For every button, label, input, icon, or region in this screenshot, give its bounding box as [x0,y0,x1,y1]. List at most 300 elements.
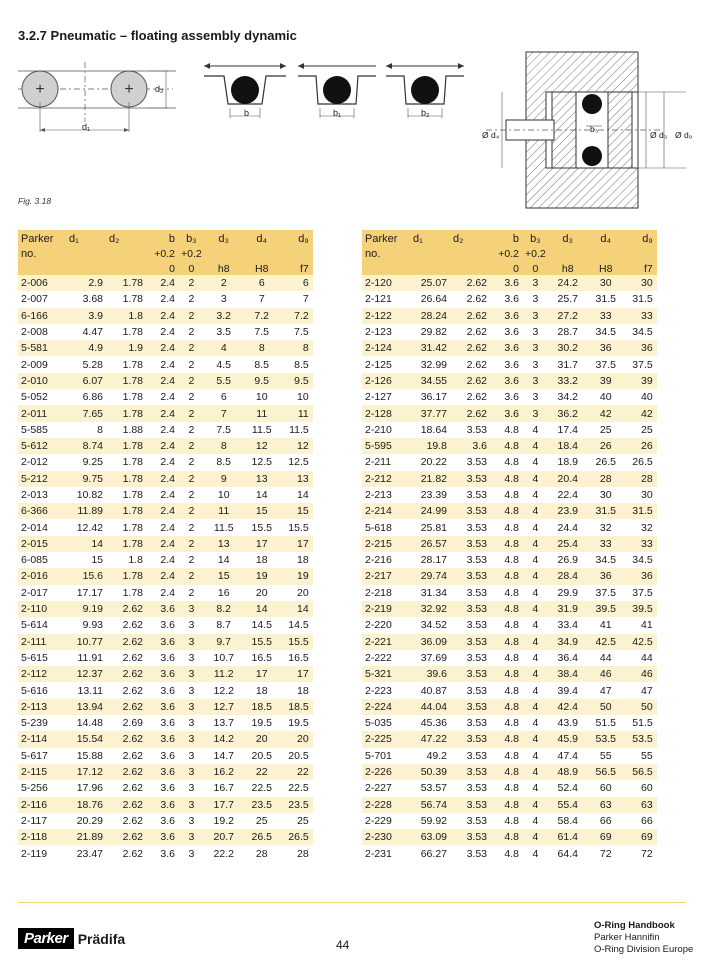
dimension-cell: 3.6 [146,634,178,650]
dimension-cell: 4.8 [490,634,522,650]
parker-no-cell: 5-618 [362,519,410,535]
dimension-cell: 2 [178,405,205,421]
dimension-cell: 3 [178,748,205,764]
dimension-cell: 33 [587,308,625,324]
dimension-cell: 39.5 [625,601,657,617]
dimension-cell: 26 [587,438,625,454]
parker-no-cell: 6-085 [18,552,66,568]
dimension-cell: 2.62 [106,845,146,861]
dimension-cell: 3.53 [450,764,490,780]
dimension-cell: 23.9 [549,503,587,519]
dimension-cell: 11.5 [243,422,281,438]
dimension-cell: 1.8 [106,308,146,324]
dimension-cell: 47 [587,682,625,698]
parker-no-cell: 2-122 [362,308,410,324]
dimension-cell: 17 [243,666,281,682]
dimension-cell: 3.6 [490,275,522,291]
table-row [18,715,313,731]
table-row [18,454,313,470]
dimension-cell: 20.5 [281,748,313,764]
parker-no-cell: 2-218 [362,585,410,601]
table-row [362,275,657,291]
dimension-cell: 14.5 [243,617,281,633]
dimension-cell: 43.9 [549,715,587,731]
parker-no-cell: 2-222 [362,650,410,666]
dimension-cell: 32 [625,519,657,535]
dimension-cell: 2.4 [146,340,178,356]
dimension-cell: 4 [522,422,549,438]
dimension-cell: 4 [522,715,549,731]
dimension-cell: 25.07 [410,275,450,291]
dimension-cell: 1.78 [106,585,146,601]
dimension-cell: 3.53 [450,536,490,552]
parker-no-cell: 2-125 [362,356,410,372]
dimension-cell: 12.37 [66,666,106,682]
dimension-cell: 2.62 [106,601,146,617]
parker-no-cell: 2-214 [362,503,410,519]
dimension-cell: 24.2 [549,275,587,291]
dimension-cell: 16.7 [205,780,243,796]
dimension-cell: 8.5 [281,356,313,372]
dimension-cell: 49.2 [410,748,450,764]
table-header-row [18,260,313,275]
dimension-cell: 37.5 [587,585,625,601]
dimension-cell: 1.78 [106,519,146,535]
parker-no-cell: 6-366 [18,503,66,519]
table-row [18,764,313,780]
dimension-cell: 4 [522,780,549,796]
b1-label: b₁ [333,108,342,118]
table-row [18,845,313,861]
dimension-cell: 42.5 [587,634,625,650]
dimension-cell: 3.6 [490,340,522,356]
d2-label: d₂ [155,84,164,94]
table-row [18,780,313,796]
parker-no-cell: 5-581 [18,340,66,356]
dimension-cell: 61.4 [549,829,587,845]
table-header-row [362,260,657,275]
dimension-cell: 36.17 [410,389,450,405]
parker-no-cell: 2-114 [18,731,66,747]
parker-no-cell: 2-221 [362,634,410,650]
dimension-cell: 1.78 [106,373,146,389]
dimension-cell: 1.78 [106,438,146,454]
dimension-cell: 28.24 [410,308,450,324]
dimension-cell: 4.8 [490,454,522,470]
dimension-cell: 2 [178,275,205,291]
dimension-cell: 2 [178,308,205,324]
table-row [362,340,657,356]
table-row [362,829,657,845]
dimension-cell: 20.7 [205,829,243,845]
dimension-cell: 44.04 [410,699,450,715]
dimension-cell: 17.7 [205,797,243,813]
parker-no-cell: 5-321 [362,666,410,682]
dimension-cell: 17 [281,666,313,682]
dimension-cell: 28.7 [549,324,587,340]
dimension-cell: 2 [178,454,205,470]
dimension-cell: 8.5 [205,454,243,470]
dimension-cell: 2 [178,324,205,340]
header-d1: d₁ [410,230,450,245]
table-row [18,617,313,633]
dimension-cell: 13 [243,471,281,487]
dimension-cell: 3.6 [146,699,178,715]
dimension-cell: 11.2 [205,666,243,682]
dimensions-table-right [362,230,657,862]
dimension-cell: 15.5 [281,634,313,650]
dimension-cell: 4 [522,617,549,633]
parker-no-cell: 2-119 [18,845,66,861]
dimension-cell: 6.86 [66,389,106,405]
dimension-cell: 2.4 [146,275,178,291]
table-row [362,568,657,584]
parker-no-cell: 2-017 [18,585,66,601]
dimension-cell: 26 [625,438,657,454]
dimension-cell: 30 [625,275,657,291]
parker-no-cell: 2-210 [362,422,410,438]
dimension-cell: 46 [587,666,625,682]
dimension-cell: 3 [178,634,205,650]
dimension-cell: 37.5 [625,585,657,601]
header-no: no. [18,245,66,260]
table-row [362,324,657,340]
dimension-cell: 39.5 [587,601,625,617]
dimension-cell: 2.62 [450,308,490,324]
dimension-cell: 44 [587,650,625,666]
dimension-cell: 2.62 [450,356,490,372]
dimension-cell: 3.53 [450,748,490,764]
header-d9-fit: f7 [281,260,313,275]
table-row [18,797,313,813]
dimension-cell: 14 [281,601,313,617]
dimension-cell: 25 [625,422,657,438]
table-row [362,438,657,454]
dimension-cell: 4.8 [490,699,522,715]
table-row [362,291,657,307]
dimension-cell: 8.2 [205,601,243,617]
dimension-cell: 20.29 [66,813,106,829]
dimension-cell: 4.8 [490,666,522,682]
dimension-cell: 2.62 [450,373,490,389]
dimension-cell: 33.4 [549,617,587,633]
dimension-cell: 14.5 [281,617,313,633]
dimension-cell: 39.6 [410,666,450,682]
table-row [18,536,313,552]
dimension-cell: 7.5 [281,324,313,340]
od3-label: Ø d₃ [650,130,668,140]
dimension-cell: 15.54 [66,731,106,747]
dimension-cell: 34.5 [625,324,657,340]
dimension-cell: 2 [178,340,205,356]
dimension-cell: 13 [205,536,243,552]
dimension-cell: 13.11 [66,682,106,698]
dimension-cell: 20.22 [410,454,450,470]
dimension-cell: 3.6 [490,324,522,340]
header-d3-fit: h8 [205,260,243,275]
parker-no-cell: 5-585 [18,422,66,438]
dimension-cell: 17 [281,536,313,552]
dimension-cell: 2.62 [106,829,146,845]
dimension-cell: 2.4 [146,291,178,307]
dimension-cell: 1.78 [106,324,146,340]
dimension-cell: 3 [522,291,549,307]
dimension-cell: 34.5 [625,552,657,568]
dimension-cell: 3.53 [450,422,490,438]
table-header-row [362,230,657,245]
dimension-cell: 3.53 [450,715,490,731]
dimension-cell: 8 [66,422,106,438]
dimension-cell: 4.8 [490,422,522,438]
header-d4: d₄ [243,230,281,245]
dimension-cell: 1.78 [106,291,146,307]
dimension-cell: 42.4 [549,699,587,715]
dimension-cell: 28 [243,845,281,861]
dimension-cell: 45.9 [549,731,587,747]
dimension-cell: 9.5 [243,373,281,389]
parker-no-cell: 2-006 [18,275,66,291]
dimension-cell: 3.6 [146,797,178,813]
dimension-cell: 12.5 [281,454,313,470]
dimension-cell: 40 [587,389,625,405]
dimension-cell: 31.5 [587,503,625,519]
dimension-cell: 4 [522,634,549,650]
dimension-cell: 38.4 [549,666,587,682]
dimension-cell: 3 [178,601,205,617]
parker-pradifa-logo [18,928,125,949]
table-row [18,650,313,666]
dimension-cell: 10.7 [205,650,243,666]
dimension-cell: 3.9 [66,308,106,324]
dimension-cell: 30 [587,275,625,291]
parker-no-cell: 2-229 [362,813,410,829]
dimension-cell: 14 [205,552,243,568]
dimension-cell: 11.5 [281,422,313,438]
dimension-cell: 26.57 [410,536,450,552]
dimension-cell: 3.2 [205,308,243,324]
header-b3: b₃ [178,230,205,245]
dimension-cell: 1.78 [106,405,146,421]
parker-no-cell: 5-239 [18,715,66,731]
dimension-cell: 3.6 [146,666,178,682]
parker-no-cell: 2-110 [18,601,66,617]
dimension-cell: 24.99 [410,503,450,519]
dimension-cell: 18.5 [281,699,313,715]
table-row [362,617,657,633]
dimension-cell: 23.5 [281,797,313,813]
dimension-cell: 52.4 [549,780,587,796]
dimension-cell: 13.7 [205,715,243,731]
dimension-cell: 63 [625,797,657,813]
od9-label: Ø d₉ [675,130,693,140]
dimension-cell: 3 [522,389,549,405]
dimension-cell: 4.8 [490,601,522,617]
header-d3-fit: h8 [549,260,587,275]
dimension-cell: 3.6 [490,291,522,307]
header-d2: d₂ [450,230,490,245]
dimension-cell: 2.4 [146,503,178,519]
dimension-cell: 2 [178,536,205,552]
dimension-cell: 47 [625,682,657,698]
table-row [18,291,313,307]
dimension-cell: 19.2 [205,813,243,829]
dimension-cell: 20 [243,731,281,747]
dimension-cell: 8.74 [66,438,106,454]
dimension-cell: 2.62 [450,405,490,421]
parker-no-cell: 2-228 [362,797,410,813]
table-row [18,829,313,845]
dimension-cell: 2 [178,568,205,584]
svg-text:+: + [35,81,45,98]
dimension-cell: 5.5 [205,373,243,389]
dimension-cell: 4.8 [490,764,522,780]
dimension-cell: 58.4 [549,813,587,829]
dimension-cell: 15.88 [66,748,106,764]
footer-company: Parker Hannifin [594,932,660,943]
dimension-cell: 3.6 [146,780,178,796]
dimension-cell: 56.74 [410,797,450,813]
dimension-cell: 12.42 [66,519,106,535]
dimension-cell: 20 [281,585,313,601]
parker-no-cell: 2-007 [18,291,66,307]
parker-no-cell: 5-701 [362,748,410,764]
section-title: 3.2.7 Pneumatic – floating assembly dynamic [18,28,297,43]
dimension-cell: 4 [522,731,549,747]
dimension-cell: 3.53 [450,650,490,666]
dimension-cell: 2.4 [146,487,178,503]
table-row [18,813,313,829]
dimension-cell: 17.12 [66,764,106,780]
dimension-cell: 2.62 [106,699,146,715]
dimension-cell: 4.8 [490,813,522,829]
dimension-cell: 42 [587,405,625,421]
parker-no-cell: 2-225 [362,731,410,747]
dimension-cell: 3.53 [450,471,490,487]
dimension-cell: 4.5 [205,356,243,372]
dimension-cell: 6.07 [66,373,106,389]
dimension-cell: 72 [625,845,657,861]
parker-no-cell: 2-220 [362,617,410,633]
parker-no-cell: 2-009 [18,356,66,372]
dimension-cell: 1.9 [106,340,146,356]
dimension-cell: 26.5 [625,454,657,470]
parker-no-cell: 2-217 [362,568,410,584]
dimension-cell: 8 [205,438,243,454]
dimension-cell: 12.2 [205,682,243,698]
header-b3-min: 0 [178,260,205,275]
dimension-cell: 42 [625,405,657,421]
dimension-cell: 2 [178,487,205,503]
header-d4: d₄ [587,230,625,245]
dimension-cell: 1.78 [106,454,146,470]
parker-no-cell: 2-127 [362,389,410,405]
table-row [362,471,657,487]
dimension-cell: 50.39 [410,764,450,780]
dimension-cell: 3.6 [490,356,522,372]
dimension-cell: 21.89 [66,829,106,845]
dimension-cell: 2.4 [146,389,178,405]
parker-no-cell: 2-212 [362,471,410,487]
dimension-cell: 4.8 [490,519,522,535]
dimension-cell: 31.5 [625,503,657,519]
table-row [18,324,313,340]
dimension-cell: 30 [587,487,625,503]
dimension-cell: 5.28 [66,356,106,372]
b3-label: b₃ [590,124,599,134]
dimension-cell: 4.8 [490,552,522,568]
dimension-cell: 18.76 [66,797,106,813]
dimension-cell: 3.6 [490,308,522,324]
oring-cross-section-diagram [18,62,178,138]
dimension-cell: 32 [587,519,625,535]
dimension-cell: 31.7 [549,356,587,372]
dimension-cell: 66 [587,813,625,829]
dimension-cell: 34.52 [410,617,450,633]
dimension-cell: 11 [243,405,281,421]
dimension-cell: 19.8 [410,438,450,454]
dimension-cell: 11 [281,405,313,421]
table-row [362,536,657,552]
dimension-cell: 2.4 [146,536,178,552]
dimension-cell: 47.4 [549,748,587,764]
dimension-cell: 20 [281,731,313,747]
dimension-cell: 4.8 [490,797,522,813]
dimension-cell: 4 [522,666,549,682]
dimension-cell: 18.4 [549,438,587,454]
dimension-cell: 53.5 [587,731,625,747]
dimension-cell: 4.8 [490,731,522,747]
dimension-cell: 4 [522,585,549,601]
dimension-cell: 64.4 [549,845,587,861]
dimension-cell: 2.62 [106,666,146,682]
dimension-cell: 3 [522,275,549,291]
dimension-cell: 63 [587,797,625,813]
dimension-cell: 4 [522,845,549,861]
table-row [362,666,657,682]
dimension-cell: 2 [178,585,205,601]
dimension-cell: 16.5 [243,650,281,666]
table-row [18,308,313,324]
dimension-cell: 2.62 [106,780,146,796]
dimension-cell: 4.8 [490,438,522,454]
table-row [362,634,657,650]
dimension-cell: 2 [178,291,205,307]
parker-no-cell: 5-614 [18,617,66,633]
dimension-cell: 10 [243,389,281,405]
dimension-cell: 14.48 [66,715,106,731]
dimension-cell: 46 [625,666,657,682]
dimension-cell: 2 [178,389,205,405]
parker-no-cell: 2-211 [362,454,410,470]
dimension-cell: 10.82 [66,487,106,503]
dimension-cell: 2.62 [450,389,490,405]
dimension-cell: 3.53 [450,601,490,617]
dimension-cell: 30 [625,487,657,503]
dimension-cell: 22.2 [205,845,243,861]
header-b-tol: +0.2 [146,245,178,260]
dimension-cell: 2 [178,503,205,519]
dimension-cell: 31.9 [549,601,587,617]
dimension-cell: 3.6 [146,748,178,764]
dimension-cell: 4 [522,764,549,780]
table-row [362,797,657,813]
dimension-cell: 19.5 [243,715,281,731]
dimension-cell: 69 [625,829,657,845]
dimension-cell: 2.62 [450,291,490,307]
table-row [362,748,657,764]
dimension-cell: 37.77 [410,405,450,421]
dimension-cell: 17.96 [66,780,106,796]
